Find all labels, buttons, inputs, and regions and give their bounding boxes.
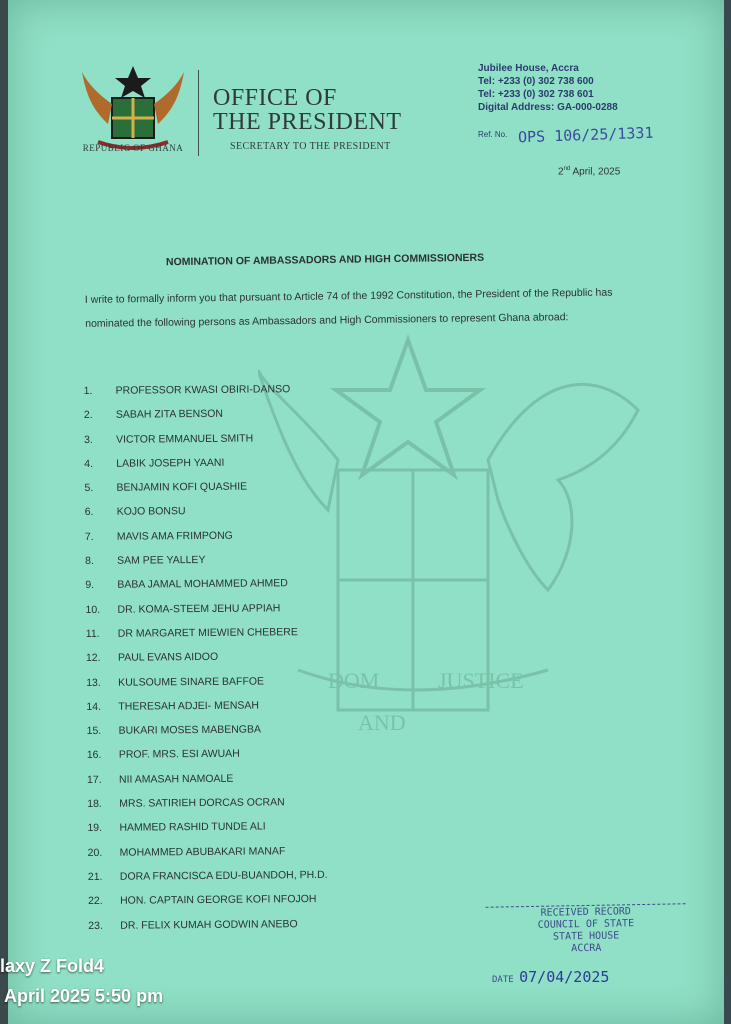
list-item-number: 3. [83, 433, 93, 446]
received-stamp [486, 903, 687, 956]
list-item-number: 12. [85, 652, 101, 665]
list-item-name: DR MARGARET MIEWIEN CHEBERE [117, 626, 298, 640]
list-item-number: 1. [83, 384, 93, 398]
stamp-line1: RECEIVED RECORD [486, 903, 686, 920]
list-item-number: 9. [85, 579, 95, 592]
stamp-date-label: DATE [492, 975, 514, 985]
list-item-name: VICTOR EMMANUEL SMITH [115, 432, 254, 446]
list-item-number: 19. [87, 822, 103, 835]
contact-block [478, 62, 618, 114]
list-item-number: 11. [85, 627, 100, 640]
list-item-number: 15. [86, 725, 102, 738]
stamp-line2: COUNCIL OF STATE [537, 918, 635, 931]
list-item-number: 2. [83, 409, 93, 422]
list-item-name: KOJO BONSU [116, 505, 186, 519]
stamp-date-value: 07/04/2025 [519, 968, 610, 986]
coat-of-arms-watermark [258, 330, 658, 750]
list-item-name: MOHAMMED ABUBAKARI MANAF [119, 844, 286, 859]
list-item-name: MRS. SATIRIEH DORCAS OCRAN [119, 796, 285, 810]
watermark-motto-right: JUSTICE [438, 668, 524, 693]
letter-heading: NOMINATION OF AMBASSADORS AND HIGH COMMISSIONERS [165, 251, 485, 269]
list-item-name: HAMMED RASHID TUNDE ALI [119, 820, 266, 835]
digital-address: Digital Address: GA-000-0288 [478, 102, 618, 113]
list-item-number: 17. [86, 773, 102, 786]
office-title-line2: THE PRESIDENT [213, 109, 402, 135]
list-item-name: DR. KOMA-STEEM JEHU APPIAH [117, 601, 281, 616]
list-item-name: MAVIS AMA FRIMPONG [116, 529, 233, 543]
watermark-motto-left: DOM [328, 668, 380, 693]
telephone-1: Tel: +233 (0) 302 738 600 [478, 76, 594, 87]
ref-number: OPS 106/25/1331 [517, 123, 654, 147]
stamp-line4: ACCRA [571, 942, 602, 955]
letter-page [8, 0, 724, 1024]
list-item-number: 4. [84, 457, 94, 470]
list-item-name: NII AMASAH NAMOALE [118, 772, 234, 786]
watermark-motto-bottom: AND [358, 710, 406, 735]
letterhead-divider [198, 70, 199, 156]
list-item-number: 5. [84, 482, 94, 495]
list-item-name: KULSOUME SINARE BAFFOE [118, 675, 265, 689]
date-day: 2 [558, 166, 564, 178]
list-item-number: 10. [85, 603, 101, 616]
list-item-number: 23. [88, 919, 103, 932]
list-item-name: PROF. MRS. ESI AWUAH [118, 748, 240, 762]
list-item-name: HON. CAPTAIN GEORGE KOFI NFOJOH [120, 893, 317, 907]
photo-caption-device: laxy Z Fold4 [0, 956, 105, 976]
crest-label: REPUBLIC OF GHANA [82, 143, 184, 153]
photo-caption-timestamp: April 2025 5:50 pm [4, 986, 164, 1006]
office-subtitle: SECRETARY TO THE PRESIDENT [230, 141, 391, 152]
list-item-number: 6. [84, 506, 94, 519]
list-item-number: 8. [85, 555, 94, 568]
address: Jubilee House, Accra [478, 63, 579, 74]
ref-label: Ref. No. [478, 130, 508, 139]
letter-date [558, 166, 620, 177]
office-title [213, 86, 433, 134]
list-item-name: BUKARI MOSES MABENGBA [118, 723, 262, 737]
list-item-number: 7. [84, 530, 94, 543]
list-item-name: BENJAMIN KOFI QUASHIE [116, 480, 248, 494]
office-title-line1: OFFICE OF [213, 85, 337, 111]
date-rest: April, 2025 [570, 166, 621, 178]
stamp-line3: STATE HOUSE [552, 930, 620, 943]
list-item-name: DORA FRANCISCA EDU-BUANDOH, PH.D. [119, 868, 328, 883]
telephone-2: Tel: +233 (0) 302 738 601 [478, 89, 594, 100]
list-item-number: 14. [86, 700, 102, 713]
stamp-date [492, 968, 609, 986]
list-item-number: 20. [87, 846, 103, 859]
letter-intro: I write to formally inform you that pursuant to Article 74 of the 1992 Constitution, the President of the Republic has nominated the following persons as Ambassadors and High Commissioners to represent Ghana abroad: [84, 286, 613, 330]
list-item-number: 16. [86, 749, 102, 762]
nominee-list [83, 383, 328, 944]
list-item-number: 21. [87, 870, 103, 883]
list-item-number: 13. [86, 676, 101, 689]
list-item-name: SAM PEE YALLEY [117, 554, 206, 567]
date-suffix: nd [563, 166, 571, 172]
list-item-name: PROFESSOR KWASI OBIRI-DANSO [115, 383, 291, 397]
list-item-name: LABIK JOSEPH YAANI [116, 456, 225, 470]
list-item-name: THERESAH ADJEI- MENSAH [118, 699, 260, 713]
list-item-name: DR. FELIX KUMAH GODWIN ANEBO [120, 917, 298, 932]
list-item-name: BABA JAMAL MOHAMMED AHMED [117, 577, 288, 592]
list-item-number: 22. [88, 895, 103, 908]
ghana-coat-of-arms-icon [78, 64, 188, 152]
list-item-number: 18. [87, 797, 102, 811]
list-item-name: PAUL EVANS AIDOO [117, 651, 219, 664]
list-item-name: SABAH ZITA BENSON [115, 408, 224, 422]
